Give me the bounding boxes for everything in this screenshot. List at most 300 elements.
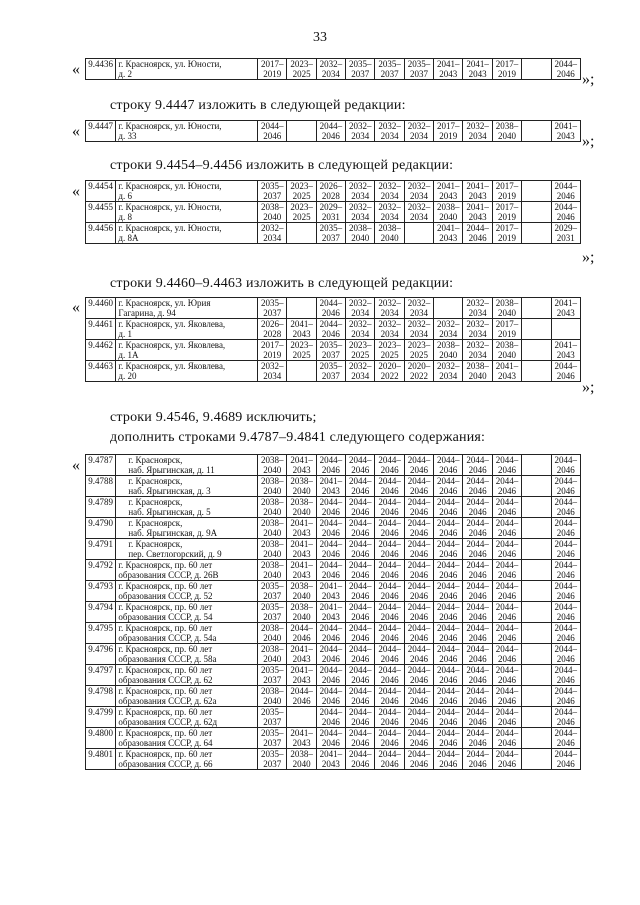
year-cell: [551, 202, 581, 223]
year-start: 2044–: [466, 476, 489, 486]
year-cell: [316, 623, 345, 644]
year-end: 2046: [556, 465, 575, 475]
instruction-3: строки 9.4460–9.4463 изложить в следующей редакции:: [110, 276, 454, 291]
year-start: 2038–: [260, 202, 284, 212]
year-end: 2046: [468, 549, 487, 559]
year-start: 2038–: [260, 539, 284, 549]
table-row: [86, 121, 581, 142]
year-cell: [434, 202, 463, 223]
year-cell: [492, 202, 521, 223]
year-end: 2028: [263, 329, 282, 339]
year-cell: [492, 361, 521, 382]
year-start: 2044–: [466, 623, 489, 633]
year-start: 2044–: [495, 602, 519, 612]
page-number: 33: [313, 30, 327, 45]
year-cell: [287, 581, 316, 602]
year-end: 2043: [292, 549, 311, 559]
year-end: 2046: [380, 612, 399, 622]
year-end: 2046: [556, 717, 575, 727]
year-end: 2046: [263, 131, 282, 141]
year-start: 2044–: [495, 476, 519, 486]
row-number: 9.4794: [86, 602, 116, 623]
year-cell: [463, 665, 492, 686]
year-start: 2044–: [407, 560, 431, 570]
address-line: г. Красноярск,: [128, 455, 183, 465]
year-end: 2046: [292, 696, 311, 706]
year-start: 2044–: [495, 518, 519, 528]
instruction-5: дополнить строками 9.4787–9.4841 следующего содержания:: [110, 430, 486, 445]
year-end: 2046: [439, 591, 458, 601]
year-start: 2044–: [437, 560, 460, 570]
year-end: 2046: [351, 759, 370, 769]
year-end: 2037: [321, 350, 340, 360]
year-end: 2046: [380, 486, 399, 496]
year-start: 2032–: [319, 59, 343, 69]
table-row: [86, 298, 581, 319]
address-cell: [116, 181, 258, 202]
year-end: 2040: [439, 350, 458, 360]
year-start: 2041–: [466, 59, 489, 69]
address-line: образования СССР, д. 62: [118, 675, 213, 685]
year-cell: [316, 181, 345, 202]
year-end: 2043: [321, 591, 340, 601]
year-start: 2044–: [554, 497, 577, 507]
address-line: образования СССР, д. 52: [118, 591, 213, 601]
year-cell: [287, 59, 316, 80]
year-start: 2035–: [319, 223, 343, 233]
year-cell: [551, 686, 581, 707]
year-end: 2046: [409, 465, 428, 475]
year-start: 2032–: [466, 298, 489, 308]
row-number: 9.4462: [86, 340, 116, 361]
table-row: [86, 749, 581, 770]
year-end: 2046: [409, 696, 428, 706]
year-end: 2034: [439, 329, 458, 339]
year-start: 2044–: [495, 686, 519, 696]
year-cell: [258, 539, 287, 560]
year-cell: [287, 455, 316, 476]
year-start: 2044–: [319, 728, 343, 738]
address-line: образования СССР, д. 58а: [118, 654, 217, 664]
year-cell: [375, 298, 404, 319]
year-start: 2044–: [554, 602, 577, 612]
year-cell: [492, 539, 521, 560]
year-start: 2038–: [260, 686, 284, 696]
year-cell: [434, 749, 463, 770]
year-end: 2025: [292, 212, 311, 222]
address-line: г. Красноярск,: [128, 518, 183, 528]
year-start: 2041–: [437, 223, 460, 233]
year-end: 2046: [351, 507, 370, 517]
year-end: 2025: [351, 350, 370, 360]
year-start: 2044–: [466, 560, 489, 570]
year-cell: [463, 121, 492, 142]
year-cell: [551, 223, 581, 244]
year-cell: [404, 181, 433, 202]
year-start: 2044–: [407, 539, 431, 549]
year-cell: [522, 518, 551, 539]
year-cell: [434, 361, 463, 382]
year-start: 2044–: [495, 455, 519, 465]
year-cell: [287, 749, 316, 770]
year-cell: [463, 340, 492, 361]
year-end: 2046: [380, 738, 399, 748]
year-end: 2034: [409, 329, 428, 339]
year-end: 2043: [468, 212, 487, 222]
year-cell: [522, 361, 551, 382]
year-end: 2046: [351, 612, 370, 622]
address-line: Гагарина, д. 94: [118, 308, 176, 318]
year-start: 2044–: [319, 644, 343, 654]
year-end: 2040: [497, 308, 516, 318]
year-cell: [551, 361, 581, 382]
table-row: [86, 539, 581, 560]
year-end: 2025: [292, 69, 311, 79]
year-start: 2044–: [554, 59, 577, 69]
address-line: г. Красноярск, ул. Юности,: [118, 59, 222, 69]
year-end: 2034: [351, 131, 370, 141]
year-end: 2040: [292, 486, 311, 496]
year-cell: [492, 497, 521, 518]
year-cell: [492, 560, 521, 581]
year-cell: [434, 298, 463, 319]
year-cell: [463, 59, 492, 80]
year-start: 2038–: [437, 340, 460, 350]
year-cell: [522, 202, 551, 223]
year-cell: [316, 202, 345, 223]
year-cell: [316, 319, 345, 340]
year-cell: [551, 340, 581, 361]
table-row: [86, 361, 581, 382]
table-row: [86, 707, 581, 728]
year-start: 2044–: [349, 497, 372, 507]
year-cell: [492, 581, 521, 602]
year-cell: [522, 686, 551, 707]
address-cell: [116, 602, 258, 623]
year-end: 2043: [292, 675, 311, 685]
year-end: 2046: [380, 549, 399, 559]
year-cell: [434, 181, 463, 202]
year-start: 2038–: [260, 644, 284, 654]
year-cell: [551, 518, 581, 539]
year-end: 2040: [380, 233, 399, 243]
year-start: 2044–: [437, 707, 460, 717]
year-start: 2044–: [554, 623, 577, 633]
year-end: 2046: [409, 549, 428, 559]
year-start: 2044–: [554, 644, 577, 654]
year-cell: [463, 686, 492, 707]
year-end: 2046: [556, 371, 575, 381]
year-start: 2044–: [466, 665, 489, 675]
year-cell: [434, 728, 463, 749]
year-cell: [316, 728, 345, 749]
table-9-4436: [85, 58, 581, 80]
year-cell: [404, 121, 433, 142]
year-cell: [492, 707, 521, 728]
year-cell: [492, 602, 521, 623]
year-cell: [258, 686, 287, 707]
year-start: 2038–: [495, 340, 519, 350]
year-start: 2044–: [349, 560, 372, 570]
year-cell: [287, 497, 316, 518]
year-end: 2046: [380, 528, 399, 538]
year-start: 2044–: [319, 707, 343, 717]
year-end: 2025: [380, 350, 399, 360]
year-cell: [316, 497, 345, 518]
year-end: 2034: [351, 371, 370, 381]
year-start: 2044–: [378, 644, 401, 654]
year-cell: [346, 623, 375, 644]
year-cell: [434, 340, 463, 361]
year-start: 2035–: [319, 361, 343, 371]
year-cell: [287, 181, 316, 202]
year-cell: [258, 181, 287, 202]
year-cell: [375, 319, 404, 340]
year-end: 2046: [380, 717, 399, 727]
instruction-1: строку 9.4447 изложить в следующей редакции:: [110, 98, 406, 113]
year-start: 2032–: [437, 319, 460, 329]
year-end: 2025: [292, 191, 311, 201]
year-cell: [551, 319, 581, 340]
year-end: 2046: [351, 591, 370, 601]
address-line: пер. Светлогорский, д. 9: [128, 549, 222, 559]
year-cell: [463, 455, 492, 476]
year-end: 2034: [321, 69, 340, 79]
year-end: 2046: [497, 738, 516, 748]
year-start: 2044–: [407, 644, 431, 654]
year-start: 2023–: [290, 59, 313, 69]
year-cell: [522, 340, 551, 361]
row-number: 9.4463: [86, 361, 116, 382]
year-cell: [375, 181, 404, 202]
year-end: 2046: [380, 675, 399, 685]
year-start: 2038–: [260, 560, 284, 570]
year-cell: [463, 518, 492, 539]
address-line: образования СССР, д. 62д: [118, 717, 218, 727]
year-cell: [346, 476, 375, 497]
year-end: 2046: [556, 738, 575, 748]
year-start: 2044–: [466, 518, 489, 528]
table-row: [86, 59, 581, 80]
year-end: 2040: [263, 654, 282, 664]
year-end: 2046: [439, 654, 458, 664]
address-line: д. 2: [118, 69, 132, 79]
year-cell: [287, 623, 316, 644]
year-end: 2046: [556, 507, 575, 517]
year-start: 2044–: [349, 707, 372, 717]
year-end: 2043: [497, 371, 516, 381]
year-cell: [522, 728, 551, 749]
year-cell: [492, 665, 521, 686]
year-cell: [463, 298, 492, 319]
year-start: 2032–: [407, 298, 431, 308]
year-end: 2046: [380, 759, 399, 769]
year-start: 2032–: [378, 121, 401, 131]
year-start: 2044–: [319, 539, 343, 549]
year-end: 2046: [321, 131, 340, 141]
year-start: 2032–: [407, 202, 431, 212]
year-end: 2037: [263, 308, 282, 318]
row-number: 9.4791: [86, 539, 116, 560]
year-start: 2044–: [349, 602, 372, 612]
table-9-4460-4463: [85, 297, 581, 382]
year-end: 2037: [263, 738, 282, 748]
year-end: 2046: [409, 486, 428, 496]
year-start: 2044–: [378, 581, 401, 591]
year-start: 2017–: [495, 181, 519, 191]
year-start: 2017–: [437, 121, 460, 131]
year-cell: [434, 476, 463, 497]
year-end: 2046: [468, 738, 487, 748]
year-start: 2044–: [466, 455, 489, 465]
year-cell: [404, 340, 433, 361]
year-end: 2037: [351, 69, 370, 79]
year-cell: [522, 644, 551, 665]
address-cell: [116, 340, 258, 361]
year-end: 2019: [439, 131, 458, 141]
year-end: 2043: [439, 233, 458, 243]
year-end: 2046: [380, 465, 399, 475]
row-number: 9.4793: [86, 581, 116, 602]
year-start: 2026–: [319, 181, 343, 191]
year-end: 2034: [351, 212, 370, 222]
address-line: д. 1А: [118, 350, 139, 360]
year-start: 2035–: [378, 59, 401, 69]
year-start: 2044–: [407, 623, 431, 633]
year-cell: [316, 707, 345, 728]
year-cell: [346, 319, 375, 340]
year-cell: [463, 361, 492, 382]
year-end: 2046: [468, 570, 487, 580]
year-cell: [434, 319, 463, 340]
year-cell: [287, 686, 316, 707]
row-number: 9.4801: [86, 749, 116, 770]
year-cell: [258, 319, 287, 340]
table-9-4454-4456: [85, 180, 581, 244]
year-cell: [287, 361, 316, 382]
year-start: 2044–: [349, 476, 372, 486]
year-start: 2044–: [466, 581, 489, 591]
year-cell: [492, 319, 521, 340]
address-line: г. Красноярск, пр. 60 лет: [118, 728, 213, 738]
year-cell: [287, 560, 316, 581]
year-end: 2046: [439, 507, 458, 517]
year-cell: [463, 223, 492, 244]
year-end: 2043: [468, 191, 487, 201]
year-end: 2043: [468, 69, 487, 79]
year-end: 2046: [409, 654, 428, 664]
year-start: 2032–: [378, 298, 401, 308]
close-quote: »;: [582, 249, 595, 266]
year-cell: [404, 686, 433, 707]
year-end: 2046: [556, 549, 575, 559]
year-start: 2041–: [290, 455, 313, 465]
year-cell: [522, 59, 551, 80]
address-line: г. Красноярск, пр. 60 лет: [118, 560, 213, 570]
year-start: 2044–: [554, 749, 577, 759]
year-cell: [492, 623, 521, 644]
year-cell: [434, 455, 463, 476]
address-line: г. Красноярск,: [128, 497, 183, 507]
row-number: 9.4456: [86, 223, 116, 244]
address-line: г. Красноярск, ул. Юрия: [118, 298, 211, 308]
close-quote: »;: [582, 71, 595, 88]
year-start: 2035–: [349, 59, 372, 69]
year-end: 2046: [468, 717, 487, 727]
year-start: 2017–: [495, 223, 519, 233]
year-cell: [463, 319, 492, 340]
year-cell: [258, 518, 287, 539]
year-start: 2032–: [349, 202, 372, 212]
address-line: д. 6: [118, 191, 132, 201]
year-cell: [551, 560, 581, 581]
year-start: 2041–: [290, 644, 313, 654]
table-row: [86, 665, 581, 686]
year-cell: [258, 707, 287, 728]
year-end: 2046: [292, 633, 311, 643]
year-cell: [434, 59, 463, 80]
year-end: 2046: [351, 486, 370, 496]
year-end: 2046: [497, 465, 516, 475]
year-cell: [375, 518, 404, 539]
year-start: 2044–: [319, 121, 343, 131]
year-start: 2044–: [319, 497, 343, 507]
year-cell: [346, 602, 375, 623]
year-start: 2044–: [554, 539, 577, 549]
year-cell: [287, 476, 316, 497]
address-line: г. Красноярск, пр. 60 лет: [118, 749, 213, 759]
year-end: 2046: [556, 612, 575, 622]
year-cell: [287, 707, 316, 728]
year-end: 2037: [380, 69, 399, 79]
year-cell: [287, 539, 316, 560]
year-cell: [434, 223, 463, 244]
year-cell: [551, 728, 581, 749]
year-end: 2046: [380, 696, 399, 706]
year-start: 2044–: [495, 560, 519, 570]
year-start: 2044–: [378, 623, 401, 633]
year-end: 2034: [409, 308, 428, 318]
year-cell: [316, 340, 345, 361]
year-cell: [375, 202, 404, 223]
year-end: 2046: [321, 528, 340, 538]
address-line: г. Красноярск,: [128, 539, 183, 549]
year-end: 2043: [556, 308, 575, 318]
year-start: 2044–: [319, 455, 343, 465]
year-cell: [258, 728, 287, 749]
year-cell: [404, 319, 433, 340]
year-end: 2046: [556, 654, 575, 664]
year-start: 2044–: [407, 497, 431, 507]
close-quote: »;: [582, 379, 595, 396]
year-start: 2038–: [260, 518, 284, 528]
year-start: 2044–: [378, 560, 401, 570]
year-cell: [316, 749, 345, 770]
year-end: 2040: [263, 465, 282, 475]
year-end: 2046: [497, 507, 516, 517]
year-start: 2044–: [407, 602, 431, 612]
year-end: 2034: [380, 191, 399, 201]
year-cell: [258, 665, 287, 686]
year-cell: [492, 121, 521, 142]
year-end: 2043: [321, 759, 340, 769]
year-start: 2044–: [437, 581, 460, 591]
table-9-4787-4801: [85, 454, 581, 770]
year-cell: [551, 707, 581, 728]
year-start: 2044–: [495, 644, 519, 654]
year-cell: [434, 686, 463, 707]
year-cell: [375, 707, 404, 728]
